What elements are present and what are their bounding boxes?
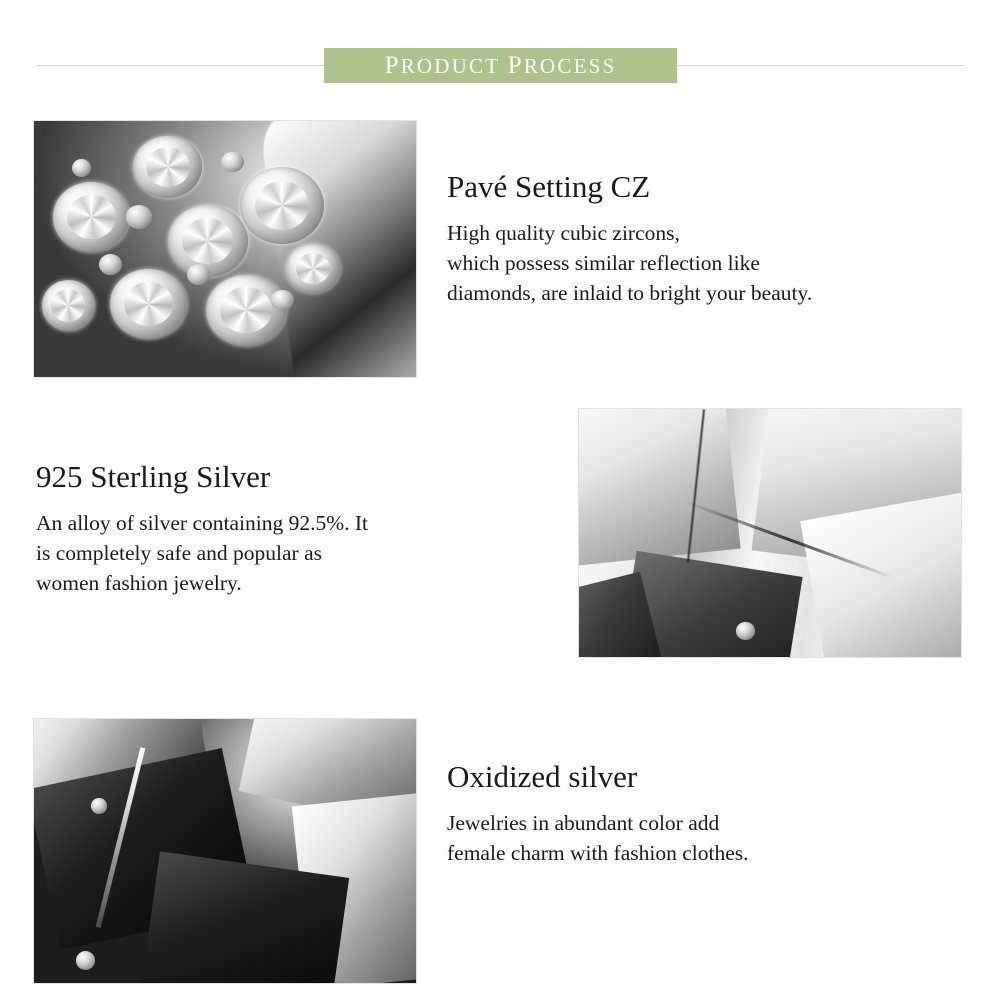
section-title-pave: Pavé Setting CZ bbox=[447, 169, 651, 204]
badge-word-product: RODUCT bbox=[400, 54, 501, 78]
section-oxidized-text bbox=[447, 758, 987, 868]
cz-stone bbox=[42, 280, 95, 331]
badge-initial-p1: P bbox=[384, 52, 401, 79]
oxidized-image-art bbox=[34, 719, 416, 983]
metal-bead bbox=[221, 152, 244, 172]
metal-bead bbox=[126, 205, 153, 228]
sterling-image-art bbox=[579, 409, 961, 657]
page-header bbox=[0, 0, 1001, 112]
section-body-sterling: An alloy of silver containing 92.5%. It is completely safe and popular as women fashion jewelry. bbox=[36, 511, 368, 595]
cz-stone bbox=[168, 205, 248, 277]
metal-bead bbox=[187, 264, 210, 284]
metal-bead bbox=[736, 622, 755, 639]
cz-stone bbox=[133, 136, 202, 197]
silver-facet bbox=[578, 408, 740, 566]
metal-bead bbox=[76, 951, 95, 969]
metal-bead bbox=[271, 290, 294, 310]
section-title-sterling: 925 Sterling Silver bbox=[36, 459, 271, 494]
section-title-oxidized: Oxidized silver bbox=[447, 759, 638, 794]
cz-stone bbox=[286, 244, 339, 293]
section-pave-text bbox=[447, 168, 987, 308]
section-body-oxidized: Jewelries in abundant color add female charm with fashion clothes. bbox=[447, 811, 749, 865]
cz-stone bbox=[53, 182, 129, 251]
section-sterling-text bbox=[36, 458, 536, 598]
section-body-pave: High quality cubic zircons, which possess similar reflection like diamonds, are inlaid to bright your beauty. bbox=[447, 221, 813, 305]
cz-stone bbox=[110, 269, 186, 338]
metal-bead bbox=[91, 798, 106, 814]
pave-image-art bbox=[34, 121, 416, 377]
product-image-sterling-silver bbox=[578, 408, 962, 658]
metal-bead bbox=[99, 254, 122, 274]
page-title-badge bbox=[324, 48, 677, 83]
cz-stone bbox=[206, 275, 286, 347]
product-image-oxidized-silver bbox=[33, 718, 417, 984]
badge-initial-p2: P bbox=[507, 52, 524, 79]
cz-stone bbox=[240, 167, 324, 244]
product-image-pave-setting bbox=[33, 120, 417, 378]
badge-word-process: ROCESS bbox=[523, 54, 617, 78]
